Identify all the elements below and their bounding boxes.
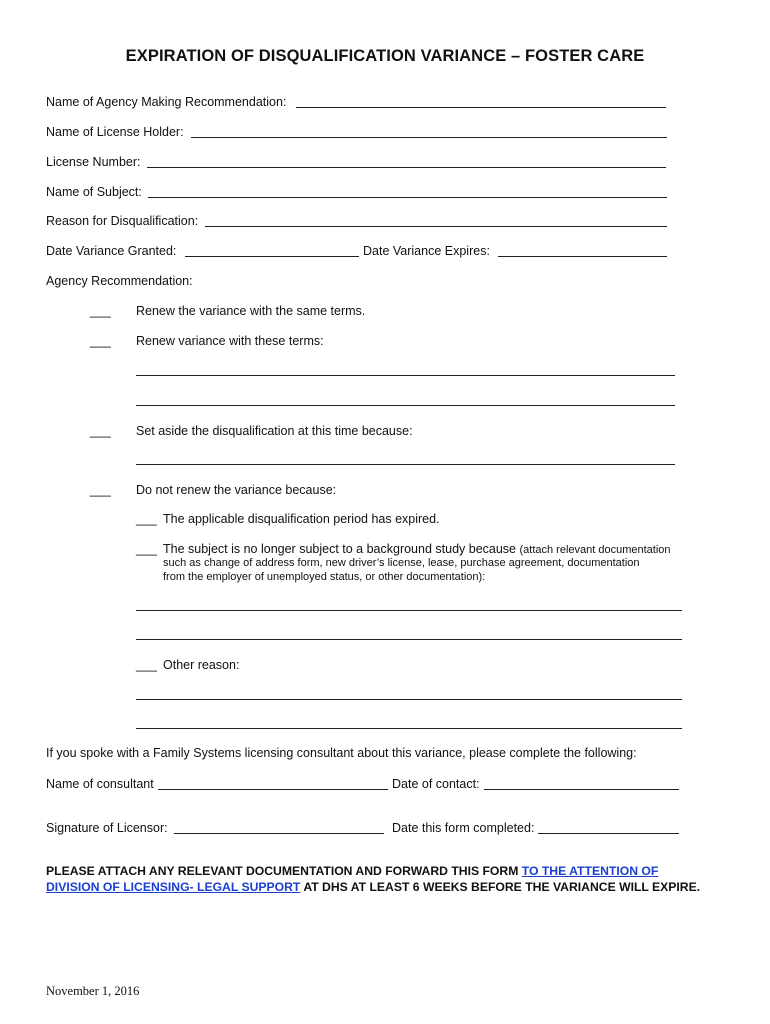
license-number-field[interactable] [147,167,666,168]
attach-note-line-2: such as change of address form, new driver’s license, lease, purchase agreement, documentation [163,557,640,569]
no-longer-subject-line-1[interactable] [136,610,682,611]
date-expires-label: Date Variance Expires: [363,244,490,258]
renew-terms-line-2[interactable] [136,405,675,406]
notice-part-1: PLEASE ATTACH ANY RELEVANT DOCUMENTATION AND FORWARD THIS FORM [46,864,519,878]
license-number-label: License Number: [46,155,141,169]
signature-field[interactable] [174,833,384,834]
other-reason-line-1[interactable] [136,699,682,700]
no-longer-subject-label [163,542,671,557]
date-granted-label: Date Variance Granted: [46,244,177,258]
date-granted-field[interactable] [185,256,359,257]
no-longer-subject-checkbox[interactable]: ___ [136,542,157,556]
reason-field[interactable] [205,226,667,227]
form-title: EXPIRATION OF DISQUALIFICATION VARIANCE – FOSTER CARE [125,47,645,65]
date-completed-field[interactable] [538,833,679,834]
agency-name-field[interactable] [296,107,666,108]
other-reason-checkbox[interactable]: ___ [136,658,157,672]
notice-part-2: AT DHS AT LEAST 6 WEEKS BEFORE THE VARIANCE WILL EXPIRE. [303,879,701,894]
reason-label: Reason for Disqualification: [46,214,199,228]
set-aside-line[interactable] [136,464,675,465]
subject-name-field[interactable] [148,197,667,198]
period-expired-label: The applicable disqualification period has expired. [163,512,440,526]
do-not-renew-label: Do not renew the variance because: [136,483,337,497]
renew-terms-line-1[interactable] [136,375,675,376]
forwarding-notice [46,864,706,895]
renew-same-checkbox[interactable]: ___ [90,304,111,318]
attach-note-line-3: from the employer of unemployed status, or other documentation): [163,571,486,583]
agency-recommendation-label: Agency Recommendation: [46,274,193,288]
no-longer-subject-line-2[interactable] [136,639,682,640]
other-reason-label: Other reason: [163,658,240,672]
subject-name-label: Name of Subject: [46,185,142,199]
set-aside-label: Set aside the disqualification at this time because: [136,424,413,438]
date-of-contact-field[interactable] [484,789,679,790]
date-completed-label: Date this form completed: [392,821,535,835]
consultant-name-label: Name of consultant [46,777,154,791]
no-longer-subject-text: The subject is no longer subject to a background study because [163,542,516,556]
consultant-name-field[interactable] [158,789,388,790]
license-holder-field[interactable] [191,137,667,138]
set-aside-checkbox[interactable]: ___ [90,424,111,438]
signature-label: Signature of Licensor: [46,821,168,835]
period-expired-checkbox[interactable]: ___ [136,512,157,526]
legal-support-link[interactable]: TO THE ATTENTION OF DIVISION OF LICENSING- LEGAL SUPPORT [46,864,659,894]
date-expires-field[interactable] [498,256,667,257]
attach-note-line-1: (attach relevant documentation [519,544,671,556]
renew-same-label: Renew the variance with the same terms. [136,304,366,318]
other-reason-line-2[interactable] [136,728,682,729]
license-holder-label: Name of License Holder: [46,125,184,139]
date-of-contact-label: Date of contact: [392,777,480,791]
consultant-intro: If you spoke with a Family Systems licensing consultant about this variance, please complete the following: [46,746,637,760]
do-not-renew-checkbox[interactable]: ___ [90,483,111,497]
agency-name-label: Name of Agency Making Recommendation: [46,95,287,109]
renew-terms-checkbox[interactable]: ___ [90,334,111,348]
footer-date: November 1, 2016 [46,984,140,998]
renew-terms-label: Renew variance with these terms: [136,334,324,348]
